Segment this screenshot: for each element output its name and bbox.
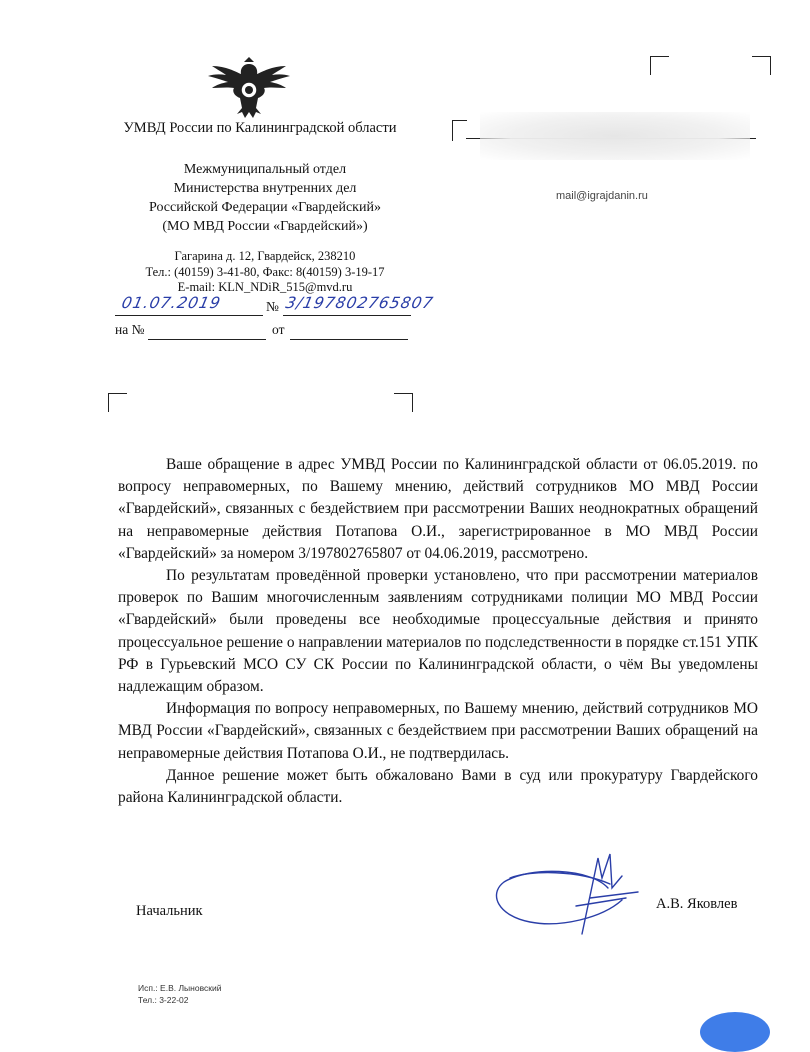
body-paragraph: Данное решение может быть обжаловано Вами в суд или прокуратуру Гвардейского района Калининградской области. — [118, 766, 758, 807]
number-underline — [283, 315, 411, 316]
dept-line: Российской Федерации «Гвардейский» — [149, 200, 381, 215]
ref-number-label: на № — [115, 322, 145, 337]
ref-date-label: от — [272, 322, 285, 337]
date-underline — [115, 315, 263, 316]
corner-mark — [752, 56, 771, 75]
executor-phone: Тел.: 3-22-02 — [138, 995, 189, 1005]
address-block — [100, 249, 430, 296]
handwritten-number: 3/197802765807 — [284, 294, 436, 312]
redacted-recipient — [480, 112, 750, 160]
body-paragraph: Ваше обращение в адрес УМВД России по Калининградской области от 06.05.2019. по вопросу неправомерных, по Вашему мнению, действий сотрудников МО МВД России «Гвардейский», связанных с бездействием при рассмотрении Ваших неоднократных обращений на неправомерные действия Потапова О.И., зарегистрированное в МО МВД России «Гвардейский» за номером 3/197802765807 от 04.06.2019, рассмотрено. — [118, 456, 758, 562]
handwritten-date: 01.07.2019 — [120, 294, 223, 312]
body-paragraph: По результатам проведённой проверки установлено, что при рассмотрении материалов проверок по Вашим многочисленным заявлениям сотрудниками полиции МО МВД России «Гвардейский» были проведены все необходимые процессуальные действия и принято процессуальное решение о направлении материалов по подследственности в порядке ст.151 УПК РФ в Гурьевский МСО СУ СК России по Калининградской области, о чём Вы уведомлены надлежащим образом. — [118, 567, 758, 696]
body-paragraph: Информация по вопросу неправомерных, по Вашему мнению, действий сотрудников МО МВД России «Гвардейский», связанных с бездействием при рассмотрении Ваших обращений на неправомерные действия Потапова О.И., не подтвердилась. — [118, 700, 758, 762]
ref-number-line — [148, 339, 266, 340]
signatory-role: Начальник — [136, 903, 203, 919]
emblem-icon — [196, 56, 302, 122]
department-block — [100, 160, 430, 236]
email-line: E-mail: KLN_NDiR_515@mvd.ru — [177, 280, 353, 294]
executor-block — [138, 982, 221, 1006]
ref-date-line — [290, 339, 408, 340]
corner-mark — [452, 120, 467, 141]
corner-mark — [394, 393, 413, 412]
recipient-email: mail@igrajdanin.ru — [556, 190, 648, 202]
executor-name: Исп.: Е.В. Лыновский — [138, 983, 222, 993]
overlay-button[interactable] — [700, 1012, 770, 1052]
dept-line: (МО МВД России «Гвардейский») — [162, 219, 368, 234]
letter-body — [118, 454, 758, 809]
dept-line: Министерства внутренних дел — [173, 181, 357, 196]
dept-line: Межмуниципальный отдел — [183, 162, 347, 177]
corner-mark — [108, 393, 127, 412]
number-symbol: № — [266, 299, 279, 314]
signatory-name: А.В. Яковлев — [656, 896, 738, 912]
address-line: Гагарина д. 12, Гвардейск, 238210 — [174, 249, 356, 263]
address-line: Тел.: (40159) 3-41-80, Факс: 8(40159) 3-19-17 — [145, 264, 385, 279]
corner-mark — [650, 56, 669, 75]
handwritten-signature — [490, 848, 640, 938]
org-title: УМВД России по Калининградской области — [123, 120, 397, 136]
